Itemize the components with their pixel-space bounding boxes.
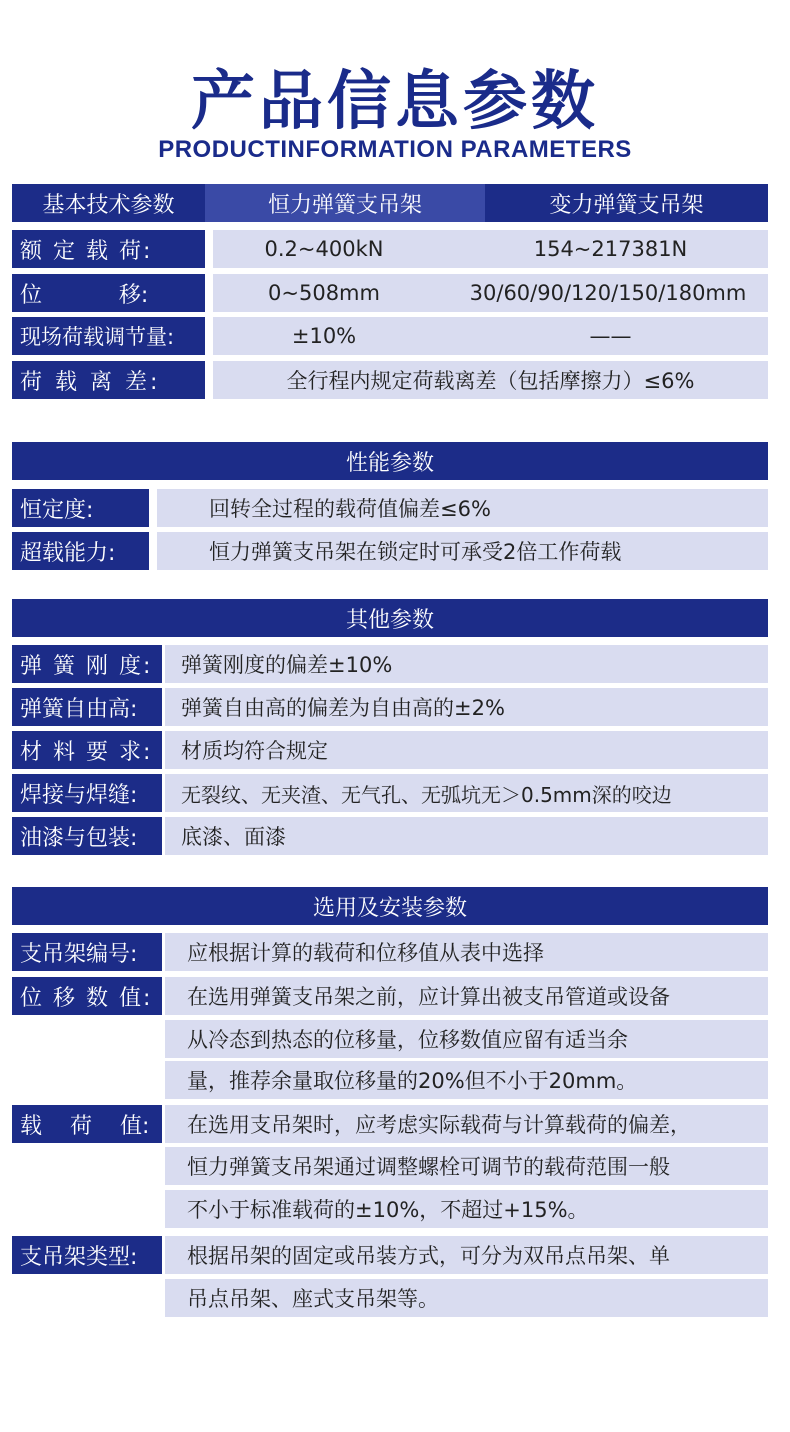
label-text: 超载能力: xyxy=(20,540,116,566)
value-text: 无裂纹、无夹渣、无气孔、无弧坑无＞0.5mm深的咬边 xyxy=(181,782,672,807)
label-text: 载 荷 值: xyxy=(20,1113,150,1139)
value-text: 弹簧刚度的偏差±10% xyxy=(181,653,393,677)
value-text: 恒力弹簧支吊架通过调整螺栓可调节的载荷范围一般 xyxy=(187,1155,670,1179)
row-value xyxy=(165,774,768,812)
constant-value: 0.2~400kN xyxy=(264,237,384,261)
row-label xyxy=(12,489,149,527)
value-text: 从冷态到热态的位移量，位移数值应留有适当余 xyxy=(187,1028,628,1052)
page-subtitle: PRODUCTINFORMATION PARAMETERS xyxy=(158,136,632,163)
row-label xyxy=(12,317,205,355)
row-value xyxy=(165,645,768,683)
variable-value: 154~217381N xyxy=(533,237,688,261)
row-label xyxy=(12,817,162,855)
label-text: 额 定 载 荷: xyxy=(20,238,153,264)
label-text: 荷 载 离 差: xyxy=(20,369,161,395)
label-text: 材 料 要 求: xyxy=(20,739,153,765)
row-value xyxy=(213,317,768,355)
label-text: 现场荷载调节量: xyxy=(20,325,175,349)
label-text: 弹 簧 刚 度: xyxy=(20,653,153,679)
row-label xyxy=(12,688,162,726)
value-text: 吊点吊架、座式支吊架等。 xyxy=(187,1287,439,1311)
value-text: 量，推荐余量取位移量的20%但不小于20mm。 xyxy=(187,1069,638,1093)
row-label xyxy=(12,361,205,399)
row-label xyxy=(12,731,162,769)
label-text: 油漆与包装: xyxy=(20,825,138,851)
performance-section-title: 性能参数 xyxy=(12,442,768,480)
row-value xyxy=(165,1061,768,1099)
merged-value: 全行程内规定荷载离差（包括摩擦力）≤6% xyxy=(286,369,695,393)
constant-value: ±10% xyxy=(291,324,357,348)
value-text: 底漆、面漆 xyxy=(181,825,286,849)
row-value xyxy=(165,1105,768,1143)
value-text: 不小于标准载荷的±10%，不超过+15%。 xyxy=(187,1198,589,1222)
label-text: 位 移 数 值: xyxy=(20,985,153,1011)
variable-value: 30/60/90/120/150/180mm xyxy=(469,281,747,305)
constant-value: 0~508mm xyxy=(268,281,380,305)
header-text: 基本技术参数 xyxy=(42,192,175,218)
row-value xyxy=(165,817,768,855)
install-section-title: 选用及安装参数 xyxy=(12,887,768,925)
value-text: 根据吊架的固定或吊装方式，可分为双吊点吊架、单 xyxy=(187,1244,670,1268)
value-text: 材质均符合规定 xyxy=(181,739,328,763)
row-label xyxy=(12,645,162,683)
label-text: 恒定度: xyxy=(20,497,94,523)
row-value xyxy=(165,1190,768,1228)
row-value xyxy=(165,977,768,1015)
row-value xyxy=(165,1279,768,1317)
label-text: 焊接与焊缝: xyxy=(20,782,138,808)
page-title: 产品信息参数 xyxy=(191,65,599,139)
header-text: 恒力弹簧支吊架 xyxy=(267,192,422,218)
label-text: 支吊架编号: xyxy=(20,941,138,967)
row-value xyxy=(213,274,768,312)
value-text: 恒力弹簧支吊架在锁定时可承受2倍工作荷载 xyxy=(209,540,622,564)
row-value xyxy=(165,1236,768,1274)
value-text: 应根据计算的载荷和位移值从表中选择 xyxy=(187,941,544,965)
row-value xyxy=(157,489,768,527)
header-text: 变力弹簧支吊架 xyxy=(549,192,704,218)
row-value xyxy=(165,731,768,769)
row-label xyxy=(12,933,162,971)
row-value xyxy=(213,361,768,399)
row-label xyxy=(12,774,162,812)
other-section-title: 其他参数 xyxy=(12,599,768,637)
value-text: 弹簧自由高的偏差为自由高的±2% xyxy=(181,696,505,720)
row-label xyxy=(12,274,205,312)
row-value xyxy=(213,230,768,268)
row-value xyxy=(165,688,768,726)
row-label xyxy=(12,532,149,570)
row-value xyxy=(165,1020,768,1058)
value-text: 在选用弹簧支吊架之前，应计算出被支吊管道或设备 xyxy=(187,985,670,1009)
row-value xyxy=(157,532,768,570)
row-value xyxy=(165,1147,768,1185)
row-label xyxy=(12,230,205,268)
basic-header-label xyxy=(12,184,205,222)
row-label xyxy=(12,1236,162,1274)
row-label xyxy=(12,977,162,1015)
basic-header-variable xyxy=(485,184,768,222)
label-text: 位 移: xyxy=(20,282,149,308)
variable-value: —— xyxy=(589,324,632,348)
label-text: 弹簧自由高: xyxy=(20,696,138,722)
label-text: 支吊架类型: xyxy=(20,1244,138,1270)
value-text: 回转全过程的载荷值偏差≤6% xyxy=(209,497,491,521)
row-label xyxy=(12,1105,162,1143)
row-value xyxy=(165,933,768,971)
basic-header-constant xyxy=(205,184,485,222)
value-text: 在选用支吊架时，应考虑实际载荷与计算载荷的偏差， xyxy=(187,1113,691,1137)
